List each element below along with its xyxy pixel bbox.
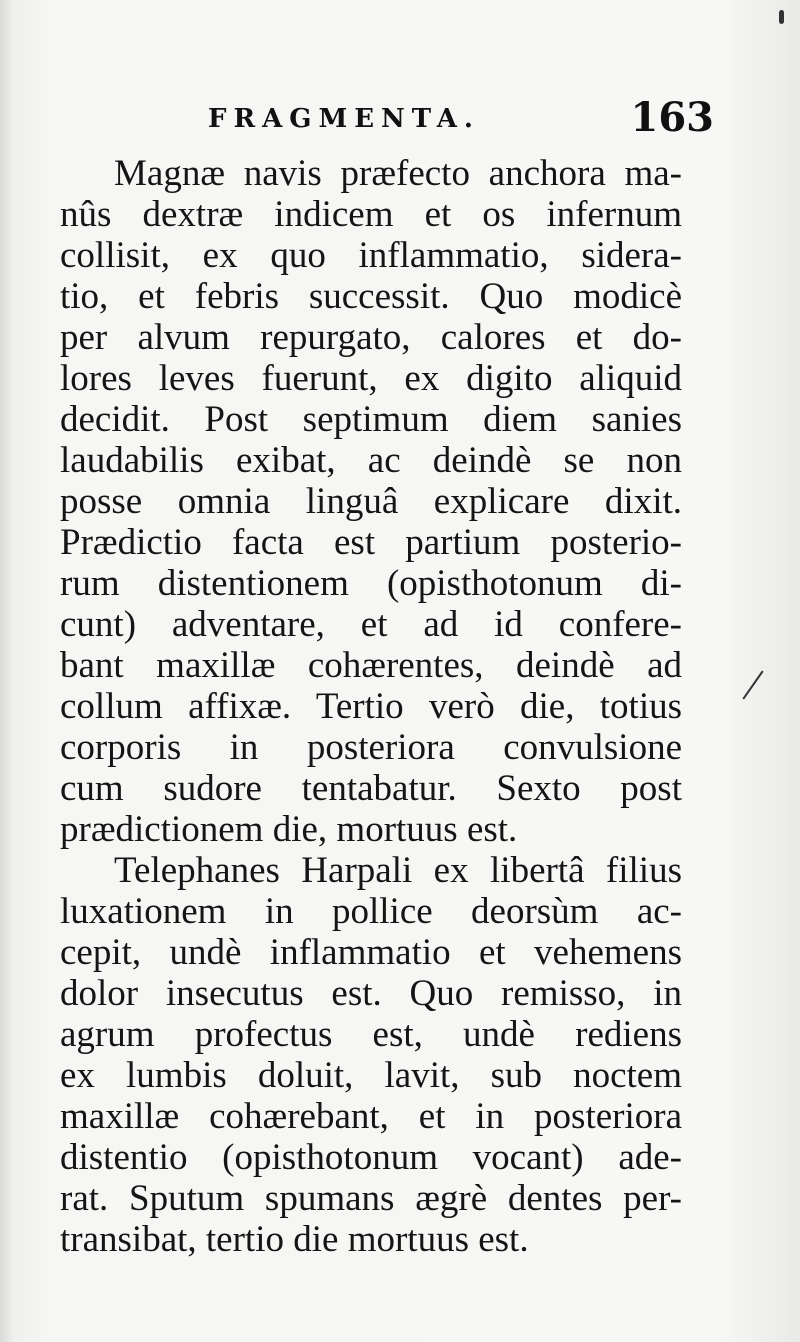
text-line: ex lumbis doluit, lavit, sub noctem <box>60 1055 682 1096</box>
page-header <box>60 94 714 144</box>
text-line: Telephanes Harpali ex libertâ filius <box>114 850 682 891</box>
paragraph-1 <box>60 153 682 850</box>
text-line: cum sudore tentabatur. Sexto post <box>60 768 682 809</box>
text-line: Prædictio facta est partium posterio- <box>60 522 682 563</box>
text-line: nûs dextræ indicem et os infernum <box>60 194 682 235</box>
speck <box>779 10 784 24</box>
page-edge-shadow <box>0 0 14 1342</box>
text-line: transibat, tertio die mortuus est. <box>60 1219 529 1260</box>
text-line: agrum profectus est, undè rediens <box>60 1014 682 1055</box>
margin-mark <box>742 671 763 700</box>
text-line: cunt) adventare, et ad id confere- <box>60 604 682 645</box>
paragraph-2 <box>60 850 682 1260</box>
text-line: lores leves fuerunt, ex digito aliquid <box>60 358 682 399</box>
text-line: corporis in posteriora convulsione <box>60 727 682 768</box>
body-text <box>60 153 682 1260</box>
text-line: dolor insecutus est. Quo remisso, in <box>60 973 682 1014</box>
text-line: distentio (opisthotonum vocant) ade- <box>60 1137 682 1178</box>
text-line: prædictionem die, mortuus est. <box>60 809 518 850</box>
text-line: Magnæ navis præfecto anchora ma- <box>114 153 682 194</box>
text-line: collum affixæ. Tertio verò die, totius <box>60 686 682 727</box>
text-line: posse omnia linguâ explicare dixit. <box>60 481 682 522</box>
text-line: laudabilis exibat, ac deindè se non <box>60 440 682 481</box>
text-line: bant maxillæ cohærentes, deindè ad <box>60 645 682 686</box>
text-line: luxationem in pollice deorsùm ac- <box>60 891 682 932</box>
text-line: rum distentionem (opisthotonum di- <box>60 563 682 604</box>
text-line: maxillæ cohærebant, et in posteriora <box>60 1096 682 1137</box>
text-line: collisit, ex quo inflammatio, sidera- <box>60 235 682 276</box>
running-title: FRAGMENTA. <box>208 104 480 134</box>
text-line: per alvum repurgato, calores et do- <box>60 317 682 358</box>
page-number: 163 <box>630 94 714 141</box>
text-line: rat. Sputum spumans ægrè dentes per- <box>60 1178 682 1219</box>
text-line: cepit, undè inflammatio et vehemens <box>60 932 682 973</box>
text-line: decidit. Post septimum diem sanies <box>60 399 682 440</box>
text-line: tio, et febris successit. Quo modicè <box>60 276 682 317</box>
